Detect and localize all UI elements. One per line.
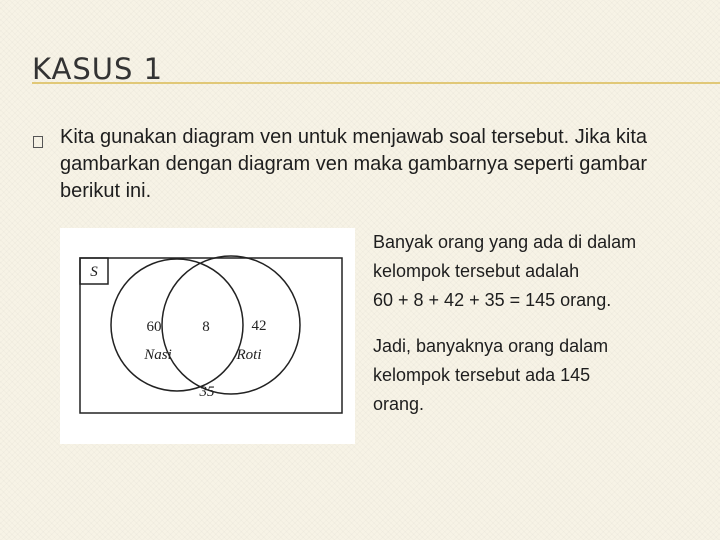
venn-diagram <box>60 228 355 444</box>
intersection-count: 8 <box>202 319 210 335</box>
explanation-line-3: 60 + 8 + 42 + 35 = 145 orang. <box>373 290 612 310</box>
nasi-only-count: 60 <box>146 319 162 335</box>
slide-title: KASUS 1 <box>32 52 164 86</box>
explanation-line-4: Jadi, banyaknya orang dalam <box>373 336 609 356</box>
set-nasi-circle <box>111 259 243 391</box>
universe-label: S <box>90 264 98 280</box>
bullet-text: Kita gunakan diagram ven untuk menjawab soal tersebut. Jika kita gambarkan dengan diagram ven maka gambarnya seperti gambar berikut ini. <box>60 126 648 202</box>
set-roti-label: Roti <box>236 347 262 363</box>
roti-only-count: 42 <box>251 318 267 334</box>
set-nasi-label: Nasi <box>144 347 172 363</box>
bullet-square-icon <box>33 136 43 148</box>
set-roti-circle <box>162 256 300 394</box>
title-divider <box>32 82 720 84</box>
explanation-conclusion <box>373 332 713 419</box>
explanation-line-5: kelompok tersebut ada 145 <box>373 365 591 385</box>
explanation-total <box>373 228 713 315</box>
venn-diagram-panel <box>60 228 355 444</box>
explanation-line-1: Banyak orang yang ada di dalam <box>373 232 637 252</box>
explanation-line-2: kelompok tersebut adalah <box>373 261 580 281</box>
explanation-line-6: orang. <box>373 394 425 414</box>
outside-count: 35 <box>199 384 215 400</box>
